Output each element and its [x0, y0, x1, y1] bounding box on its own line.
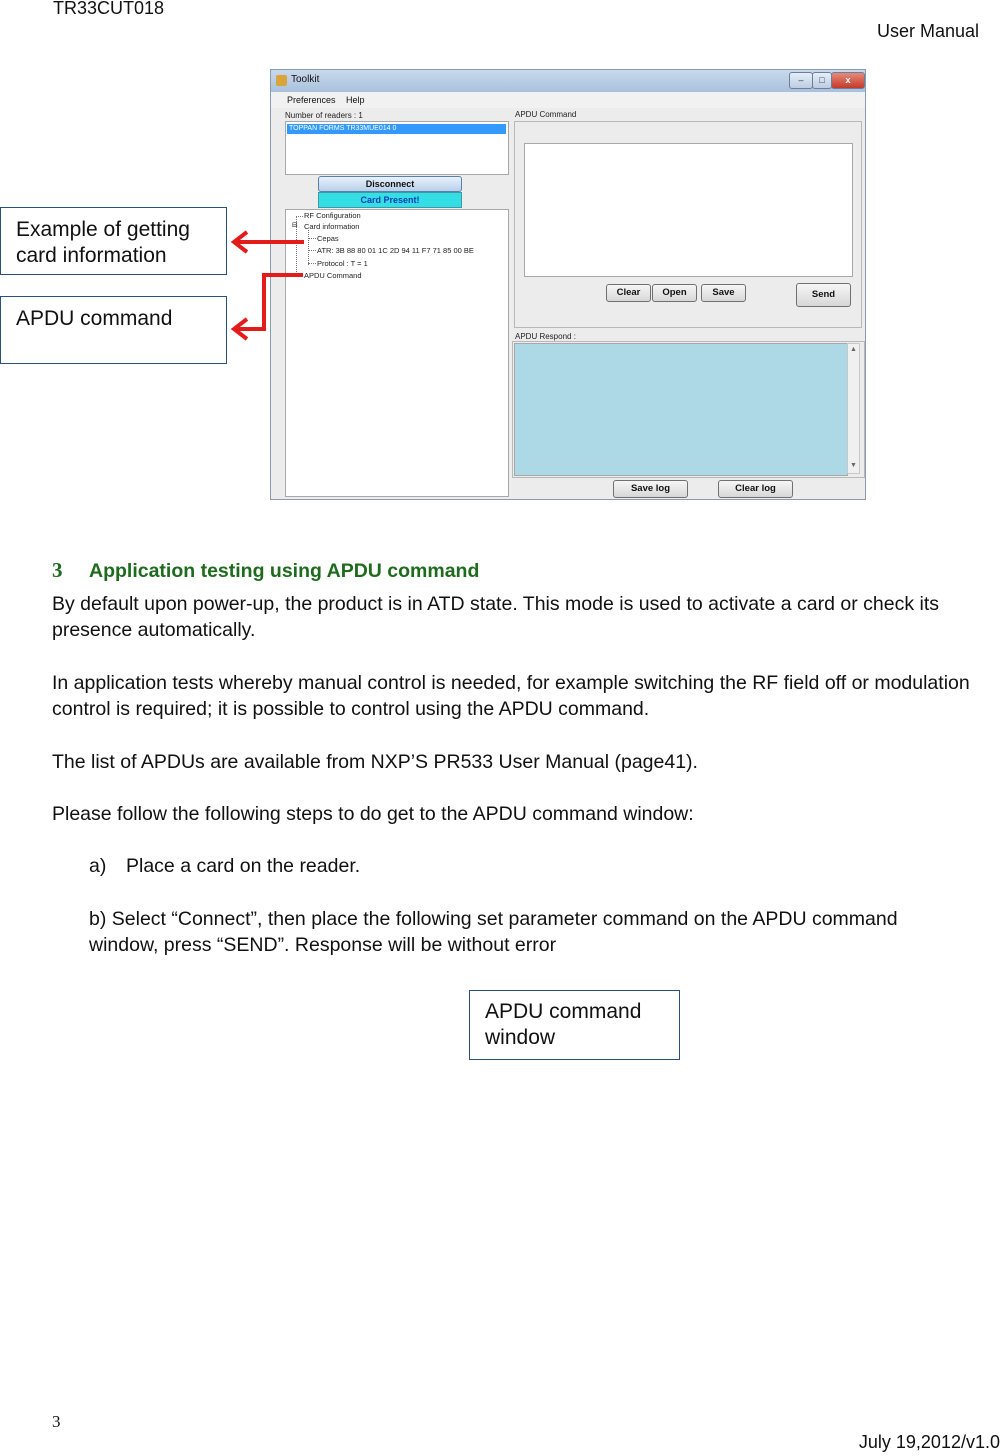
tree-node-apdu-command[interactable]: APDU Command — [304, 271, 362, 280]
window-title: Toolkit — [291, 74, 320, 85]
maximize-button[interactable]: □ — [812, 72, 832, 89]
paragraph-apdu-list: The list of APDUs are available from NXP’S PR533 User Manual (page41). — [52, 751, 698, 773]
footer-date: July 19,2012/v1.0 — [858, 1432, 1000, 1452]
step-a-marker: a) — [89, 855, 107, 877]
callout-arrows — [0, 0, 1000, 520]
menu-preferences[interactable]: Preferences — [287, 95, 336, 105]
arrow-card-information — [234, 232, 304, 252]
clear-log-button[interactable]: Clear log — [718, 480, 793, 498]
close-button[interactable]: x — [831, 72, 865, 89]
paragraph-follow-steps: Please follow the following steps to do get to the APDU command window: — [52, 803, 694, 825]
send-button[interactable]: Send — [796, 283, 851, 307]
callout-card-information: Example of getting card information — [0, 207, 227, 275]
paragraph-application-tests: In application tests whereby manual control is needed, for example switching the RF field off or modulation control is required; it is possible to control using the APDU command. — [52, 672, 970, 720]
tree-node-cepas[interactable]: Cepas — [317, 234, 339, 243]
disconnect-button[interactable]: Disconnect — [318, 176, 462, 192]
tree-node-atr[interactable]: ATR: 3B 88 80 01 1C 2D 94 11 F7 71 85 00 BE — [317, 246, 474, 255]
tree-node-protocol[interactable]: Protocol : T = 1 — [317, 259, 368, 268]
open-button[interactable]: Open — [652, 284, 697, 302]
paragraph-default-state: By default upon power-up, the product is in ATD state. This mode is used to activate a card or check its presence automatically. — [52, 593, 939, 641]
save-button[interactable]: Save — [701, 284, 746, 302]
clear-button[interactable]: Clear — [606, 284, 651, 302]
minimize-button[interactable]: – — [789, 72, 813, 89]
scroll-down-icon[interactable]: ▼ — [850, 462, 857, 469]
arrow-apdu-command — [234, 275, 303, 339]
card-present-status: Card Present! — [318, 192, 462, 208]
document-type: User Manual — [877, 21, 980, 41]
section-title: Application testing using APDU command — [89, 560, 480, 582]
scroll-up-icon[interactable]: ▲ — [850, 346, 857, 353]
document-id: TR33CUT018 — [53, 0, 165, 18]
page-number: 3 — [52, 1412, 61, 1431]
callout-apdu-command-window: APDU command window — [469, 990, 680, 1060]
section-number: 3 — [52, 558, 63, 582]
tree-node-card-information[interactable]: Card information — [304, 222, 360, 231]
step-b-text: b) Select “Connect”, then place the following set parameter command on the APDU command window, press “SEND”. Response will be without error — [89, 908, 898, 956]
save-log-button[interactable]: Save log — [613, 480, 688, 498]
readers-count-label: Number of readers : 1 — [285, 111, 363, 120]
callout-apdu-command: APDU command — [0, 296, 227, 364]
reader-list-item-selected[interactable]: TOPPAN FORMS TR33MUE014 0 — [287, 124, 506, 134]
tree-expander-icon[interactable]: ⊟ — [292, 222, 298, 229]
apdu-respond-label: APDU Respond : — [515, 332, 576, 341]
apdu-command-group-label: APDU Command — [515, 110, 577, 119]
menu-help[interactable]: Help — [346, 95, 365, 105]
tree-node-rf-configuration[interactable]: RF Configuration — [304, 211, 361, 220]
step-a-text: Place a card on the reader. — [126, 855, 361, 877]
